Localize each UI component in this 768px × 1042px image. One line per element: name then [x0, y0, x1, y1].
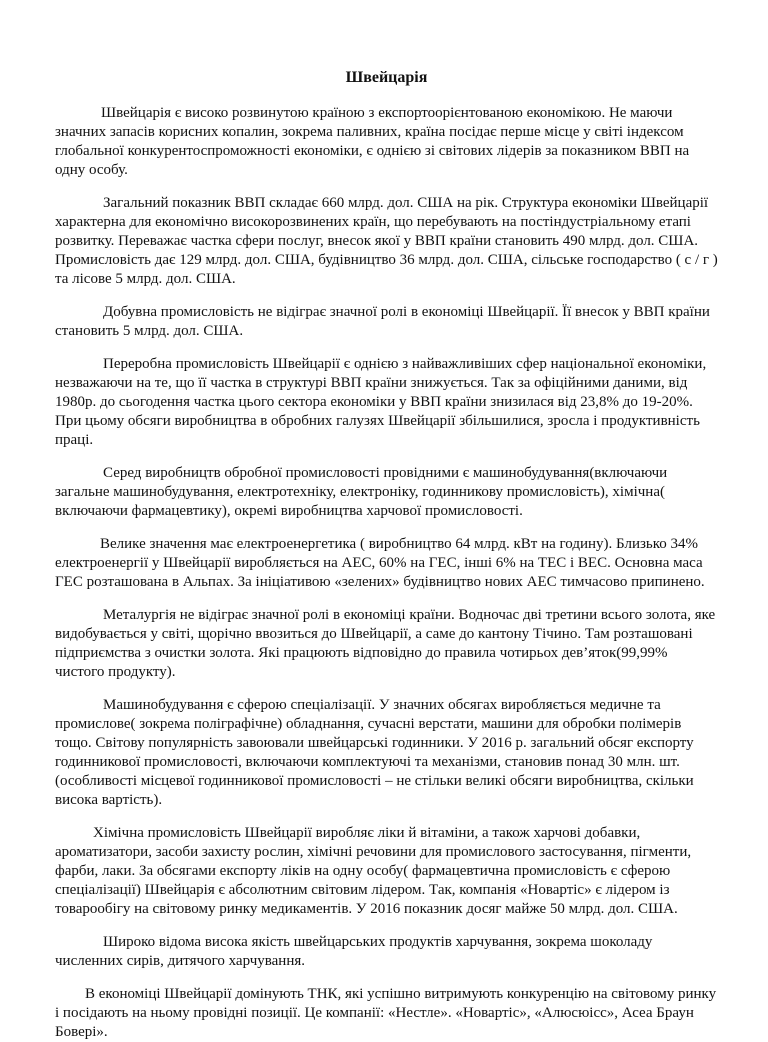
paragraph-manufacturing: Переробна промисловість Швейцарії є однією з найважливіших сфер національної економіки, незважаючи на те, що її частка в структурі ВВП країни знижується. Так за офіційними даними, від 1980р. до сьогодення частка цього сектора економіки у ВВП країни знизилася від 23,8% до 19-20%. При цьому обсяги виробництва в обробних галузях Швейцарії збільшилися, зросла і продуктивність праці.: [55, 356, 707, 448]
paragraph-machine-building: Машинобудування є сферою спеціалізації. У значних обсягах виробляється медичне та промислове( зокрема поліграфічне) обладнання, сучасні верстати, машини для обробки полімерів тощо. Світову популярність завоювали швейцарські годинники. У 2016 р. загальний обсяг експорту годинникової промисловості, включаючи комплектуючі та механізми, становив понад 30 млн. шт. (особливості місцевої годинникової промисловості – не стільки великі обсяги виробництва, скільки висока вартість).: [55, 697, 694, 808]
paragraph-metallurgy: Металургія не відіграє значної ролі в економіці країни. Водночас дві третини всього золота, яке видобувається у світі, щорічно ввозиться до Швейцарії, а саме до кантону Тічино. Там розташовані підприємства з очистки золота. Які працюють відповідно до правила чотирьох дев’яток(99,99% чистого продукту).: [55, 607, 716, 680]
paragraph-chemical: Хімічна промисловість Швейцарії виробляє ліки й вітаміни, а також харчові добавки, ароматизатори, засоби захисту рослин, хімічні речовини для промислового застосування, пігменти, фарби, лаки. За обсягами експорту ліків на одну особу( фармацевтична промисловість є сферою спеціалізації) Швейцарія є абсолютним світовим лідером. Так, компанія «Новартіс» є лідером із товарообігу на світовому ринку медикаментів. У 2016 показник досяг майже 50 млрд. дол. США.: [55, 825, 692, 917]
paragraph-overview: Швейцарія є високо розвинутою країною з експортоорієнтованою економікою. Не маючи значних запасів корисних копалин, зокрема паливних, країна посідає перше місце у світі індексом глобальної конкурентоспроможності економіки, є однією зі світових лідерів за показником ВВП на одну особу.: [55, 105, 690, 178]
paragraph-energy: Велике значення має електроенергетика ( виробництво 64 млрд. кВт на годину). Близько 34% електроенергії у Швейцарії виробляється на АЕС, 60% на ГЕС, інші 6% на ТЕС і ВЕС. Основна маса ГЕС розташована в Альпах. За ініціативою «зелених» будівництво нових АЕС тимчасово припинено.: [55, 536, 705, 590]
paragraph-food: Широко відома висока якість швейцарських продуктів харчування, зокрема шоколаду численних сирів, дитячого харчування.: [55, 934, 653, 969]
document-title: Швейцарія: [345, 69, 428, 86]
paragraph-gdp: Загальний показник ВВП складає 660 млрд. дол. США на рік. Структура економіки Швейцарії характерна для економічно високорозвинених країн, що перебувають на постіндустріальному етапі розвитку. Переважає частка сфери послуг, внесок якої у ВВП країни становить 490 млрд. дол. США. Промисловість дає 129 млрд. дол. США, будівництво 36 млрд. дол. США, сільське господарство ( с / г ) та лісове 5 млрд. дол. США.: [55, 195, 718, 287]
paragraph-tnc: В економіці Швейцарії домінують ТНК, які успішно витримують конкуренцію на світовому ринку і посідають на ньому провідні позиції. Це компанії: «Нестле». «Новартіс», «Алюсюісс», Асеа Браун Бовері».: [55, 986, 717, 1040]
paragraph-leading-industries: Серед виробництв обробної промисловості провідними є машинобудування(включаючи загальне машинобудування, електротехніку, електроніку, годинникову промисловість), хімічна( включаючи фармацевтику), окремі виробництва харчової промисловості.: [55, 465, 668, 519]
paragraph-mining: Добувна промисловість не відіграє значної ролі в економіці Швейцарії. Її внесок у ВВП країни становить 5 млрд. дол. США.: [55, 304, 710, 339]
